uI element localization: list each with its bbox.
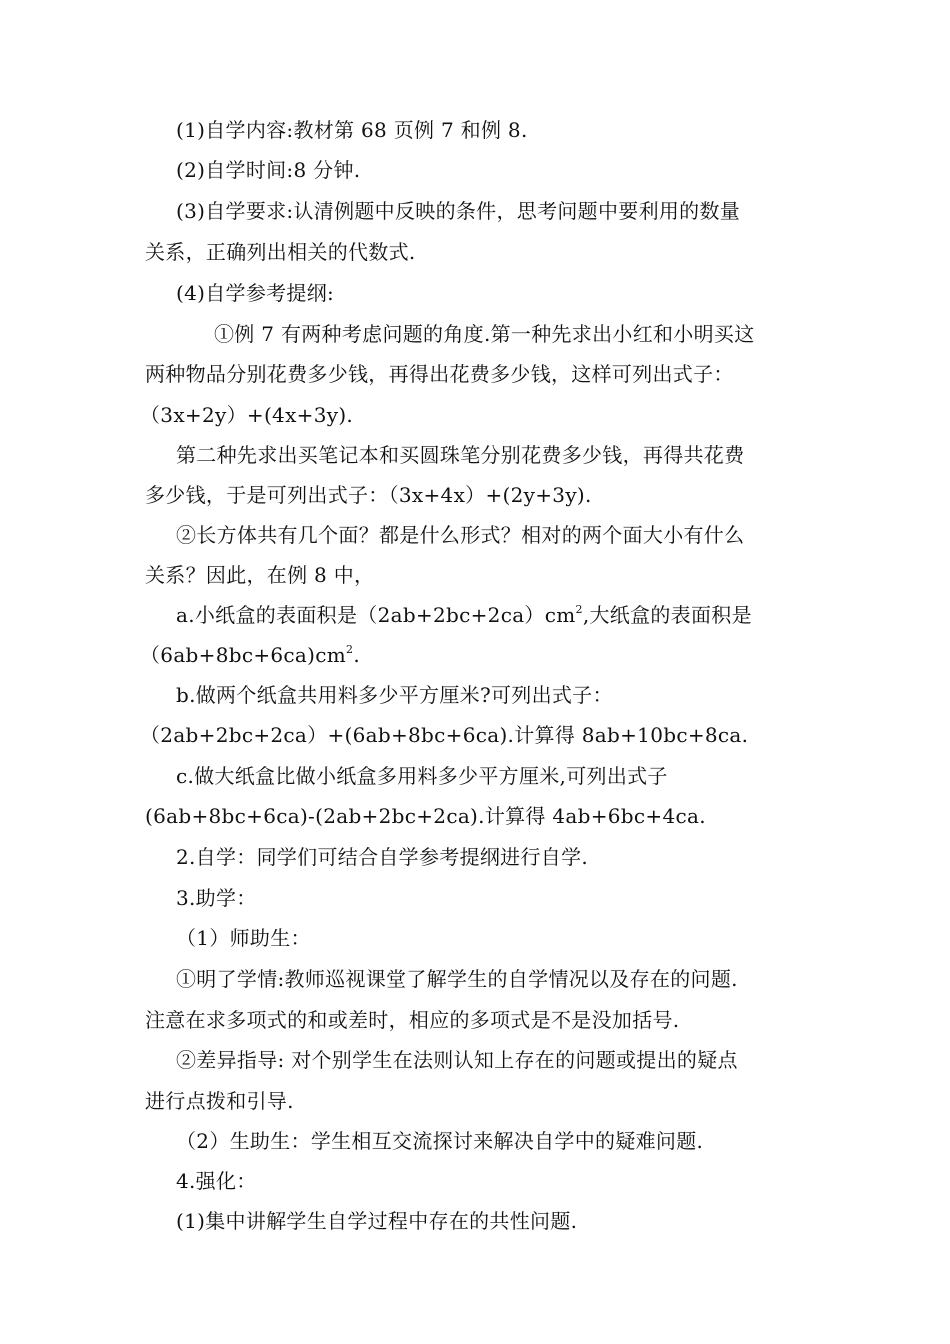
text-line: b.做两个纸盒共用料多少平方厘米?可列出式子： <box>176 683 613 707</box>
text-line: 关系，正确列出相关的代数式. <box>145 240 416 264</box>
text-line: (6ab+8bc+6ca)-(2ab+2bc+2ca).计算得 4ab+6bc+4ca. <box>145 804 706 828</box>
text-line: (2)自学时间:8 分钟. <box>176 158 361 182</box>
superscript: 2 <box>346 643 354 657</box>
text-line-with-superscript <box>176 601 752 629</box>
text-line: 关系？因此，在例 8 中， <box>145 563 375 587</box>
text-line-with-superscript <box>140 641 360 669</box>
text-segment: . <box>353 643 360 667</box>
text-line: 多少钱，于是可列出式子：（3x+4x）+(2y+3y). <box>145 483 592 507</box>
text-line: (1)自学内容:教材第 68 页例 7 和例 8. <box>176 118 528 142</box>
text-line: 进行点拨和引导. <box>145 1089 294 1113</box>
text-line: ②长方体共有几个面？都是什么形式？相对的两个面大小有什么 <box>176 523 745 547</box>
text-line: 注意在求多项式的和或差时，相应的多项式是不是没加括号. <box>145 1008 680 1032</box>
text-line: 4.强化： <box>176 1169 257 1193</box>
text-line: 两种物品分别花费多少钱，再得出花费多少钱，这样可列出式子： <box>145 362 734 386</box>
text-line: （3x+2y）+(4x+3y). <box>140 403 354 427</box>
text-line: (4)自学参考提纲: <box>176 281 335 305</box>
text-line: （2ab+2bc+2ca）+(6ab+8bc+6ca).计算得 8ab+10bc+8ca. <box>140 723 749 747</box>
text-line: 第二种先求出买笔记本和买圆珠笔分别花费多少钱，再得共花费 <box>176 443 745 467</box>
text-line: (1)集中讲解学生自学过程中存在的共性问题. <box>176 1209 578 1233</box>
text-segment: a.小纸盒的表面积是（2ab+2bc+2ca）cm <box>176 603 576 627</box>
text-line: ①明了学情:教师巡视课堂了解学生的自学情况以及存在的问题. <box>176 967 738 991</box>
text-line: 2.自学：同学们可结合自学参考提纲进行自学. <box>176 845 589 869</box>
text-segment: （6ab+8bc+6ca)cm <box>140 643 347 667</box>
text-line: （2）生助生：学生相互交流探讨来解决自学中的疑难问题. <box>176 1129 704 1153</box>
text-line: c.做大纸盒比做小纸盒多用料多少平方厘米,可列出式子 <box>176 764 668 788</box>
text-segment: ,大纸盒的表面积是 <box>582 603 752 627</box>
superscript: 2 <box>575 603 583 617</box>
text-line: （1）师助生： <box>176 926 311 950</box>
text-line: ②差异指导: 对个别学生在法则认知上存在的问题或提出的疑点 <box>176 1048 738 1072</box>
text-line: (3)自学要求:认清例题中反映的条件，思考问题中要利用的数量 <box>176 199 741 223</box>
text-line: ①例 7 有两种考虑问题的角度.第一种先求出小红和小明买这 <box>214 322 755 346</box>
text-line: 3.助学： <box>176 886 257 910</box>
